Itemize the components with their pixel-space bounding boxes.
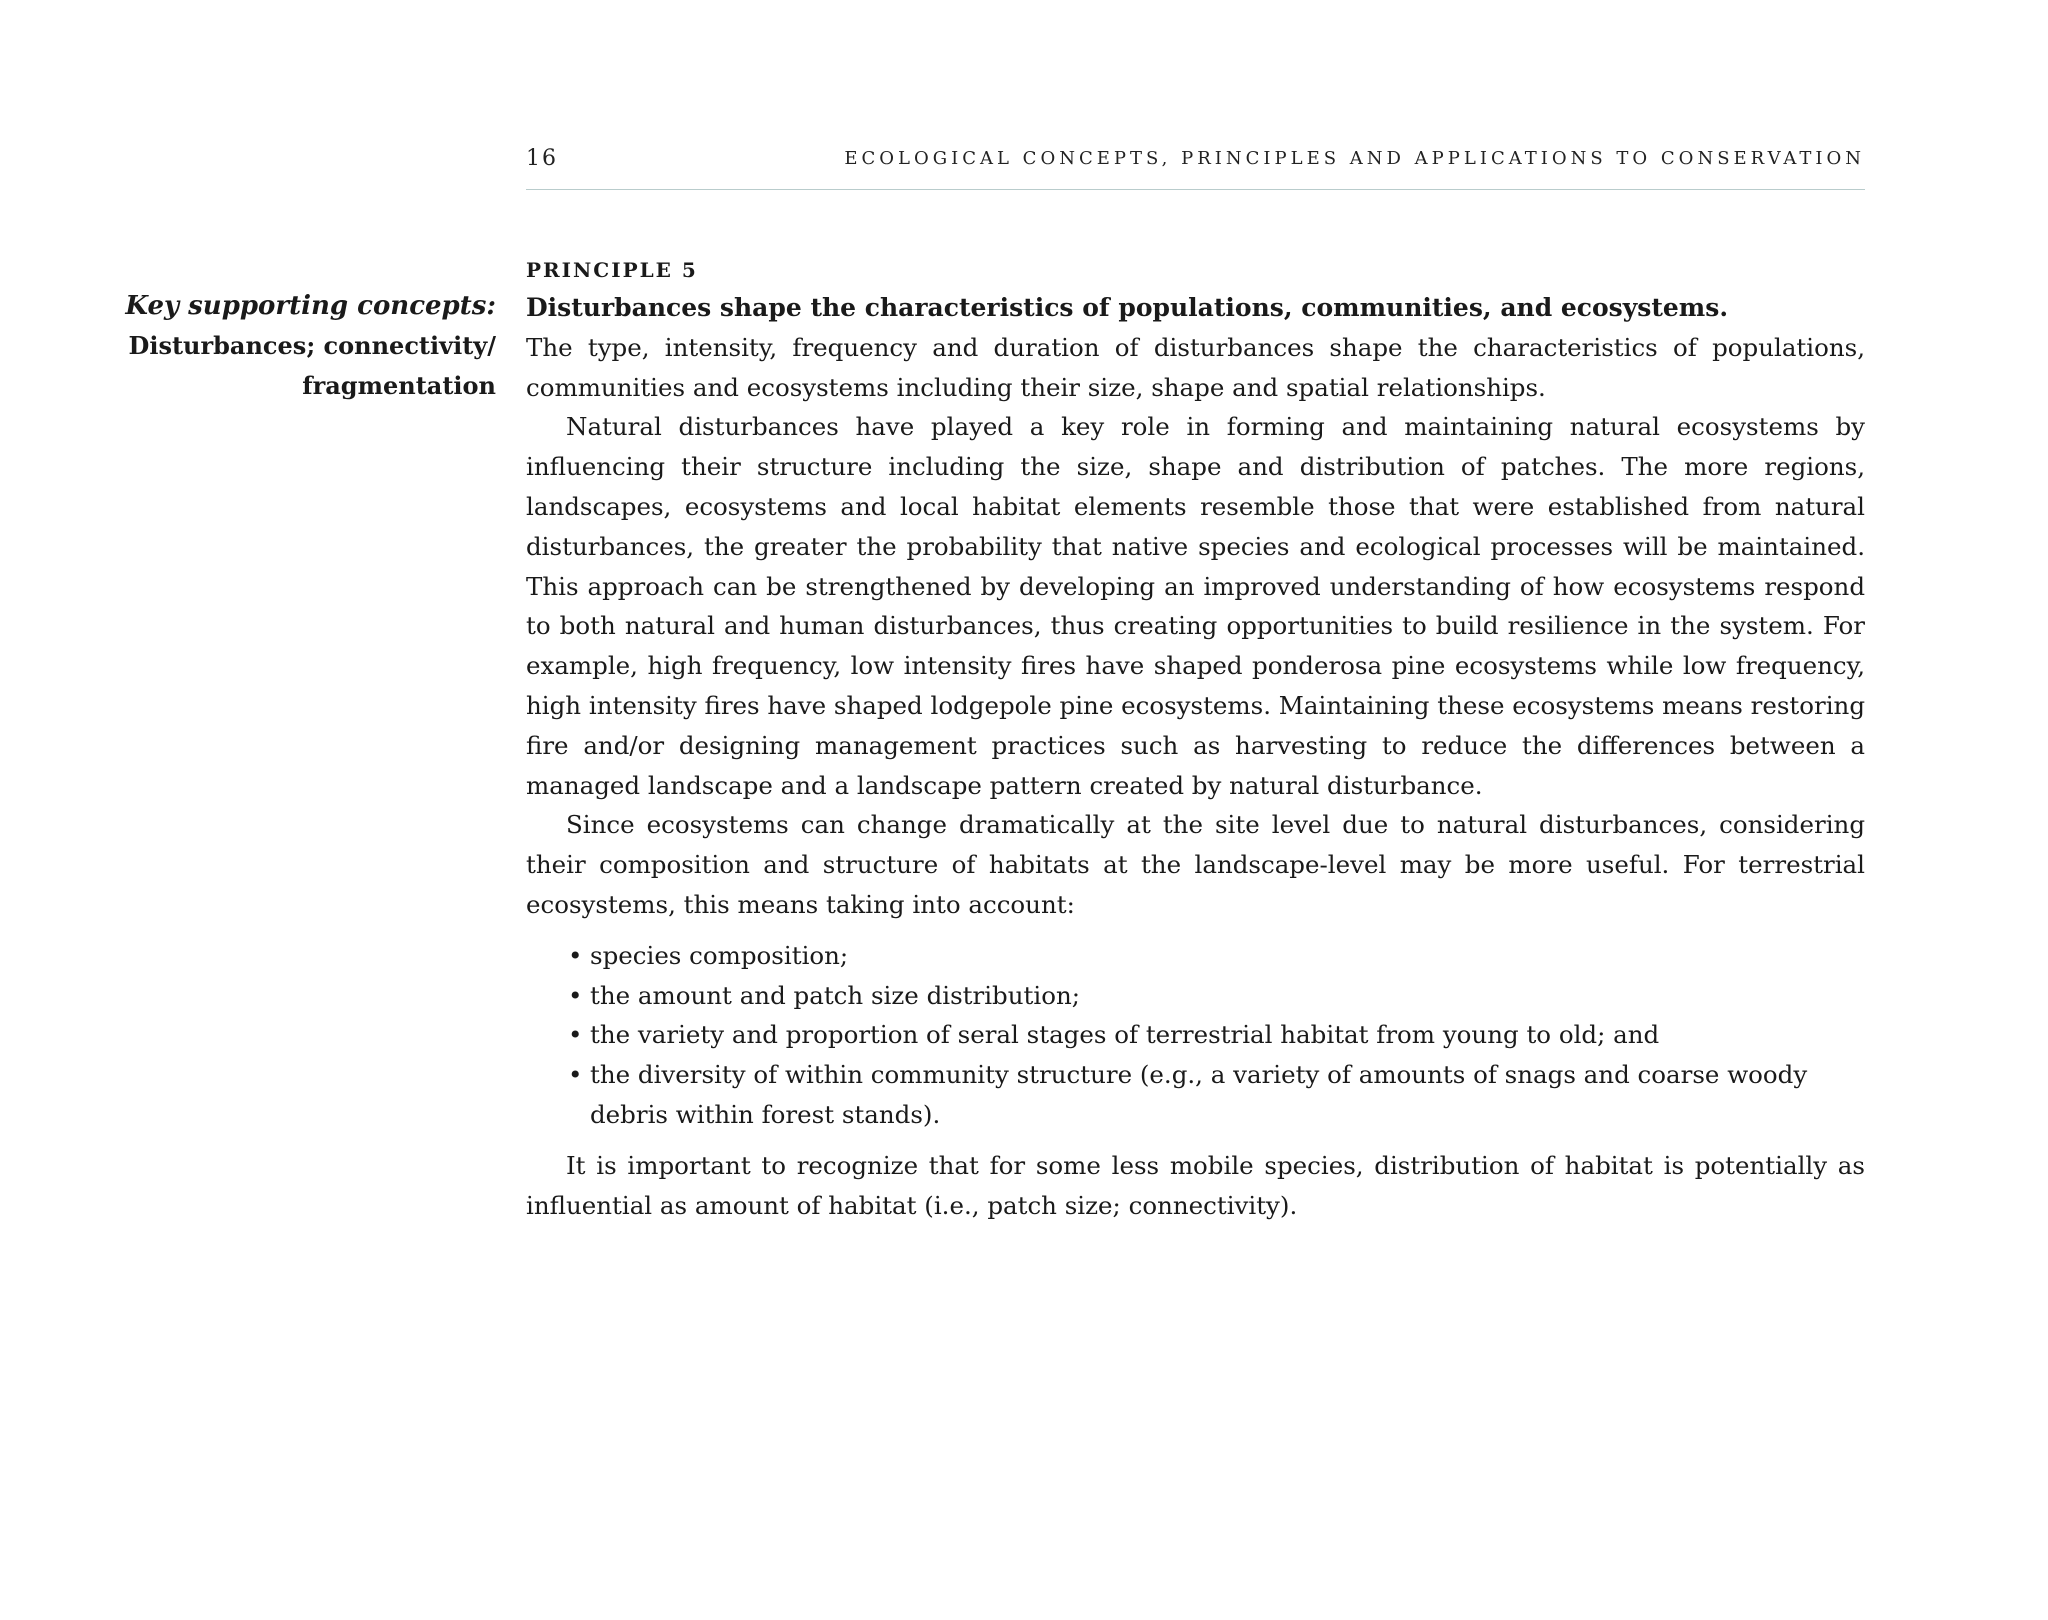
main-content <box>526 250 1865 1225</box>
list-item <box>568 976 1865 1016</box>
bullet-list <box>526 936 1865 1135</box>
list-item-text: species composition; <box>590 940 849 970</box>
paragraph: It is important to recognize that for some less mobile species, distribution of habitat is potentially as influential as amount of habitat (i.e., patch size; connectivity). <box>526 1150 1865 1220</box>
list-item <box>568 1015 1865 1055</box>
sidebar-concepts <box>100 326 496 406</box>
list-item-text: the amount and patch size distribution; <box>590 980 1080 1010</box>
paragraph: Natural disturbances have played a key role in forming and maintaining natural ecosystems by influencing their structure including the size, shape and distribution of patches. The more regions, landscapes, ecosystems and local habitat elements resemble those that were established from natural disturbances, the greater the probability that native species and ecological processes will be maintained. This approach can be strengthened by developing an improved understanding of how ecosystems respond to both natural and human disturbances, thus creating opportunities to build resilience in the system. For example, high frequency, low intensity fires have shaped ponderosa pine ecosystems while low frequency, high intensity fires have shaped lodgepole pine ecosystems. Maintaining these ecosystems means restoring fire and/or designing management practices such as harvesting to reduce the differences between a managed landscape and a landscape pattern created by natural disturbance. <box>526 412 1866 800</box>
bullet-icon: • <box>568 940 583 970</box>
paragraph: The type, intensity, frequency and duration of disturbances shape the characteristics of populations, communities and ecosystems including their size, shape and spatial relationships. <box>526 332 1865 402</box>
bullet-icon: • <box>568 1020 583 1050</box>
list-item-text: the variety and proportion of seral stages of terrestrial habitat from young to old; and <box>590 1020 1660 1050</box>
principle-title: Disturbances shape the characteristics of populations, communities, and ecosystems. <box>526 293 1729 322</box>
sidebar <box>100 286 496 406</box>
paragraph: Since ecosystems can change dramatically at the site level due to natural disturbances, considering their composition and structure of habitats at the landscape-level may be more useful. For terrestrial ecosystems, this means taking into account: <box>526 810 1865 919</box>
bullet-icon: • <box>568 980 583 1010</box>
sidebar-title: Key supporting concepts: <box>125 291 496 321</box>
list-item-text: the diversity of within community structure (e.g., a variety of amounts of snags and coarse woody debris within forest stands). <box>590 1060 1808 1129</box>
bullet-icon: • <box>568 1060 583 1090</box>
running-head: ECOLOGICAL CONCEPTS, PRINCIPLES AND APPLICATIONS TO CONSERVATION <box>844 148 1865 169</box>
principle-label: PRINCIPLE 5 <box>526 258 698 282</box>
page-number: 16 <box>526 146 558 171</box>
header-rule <box>526 189 1865 190</box>
sidebar-concepts-line: fragmentation <box>302 371 496 400</box>
list-item <box>568 936 1865 976</box>
sidebar-concepts-line: Disturbances; connectivity/ <box>128 331 496 360</box>
list-item <box>568 1055 1865 1135</box>
